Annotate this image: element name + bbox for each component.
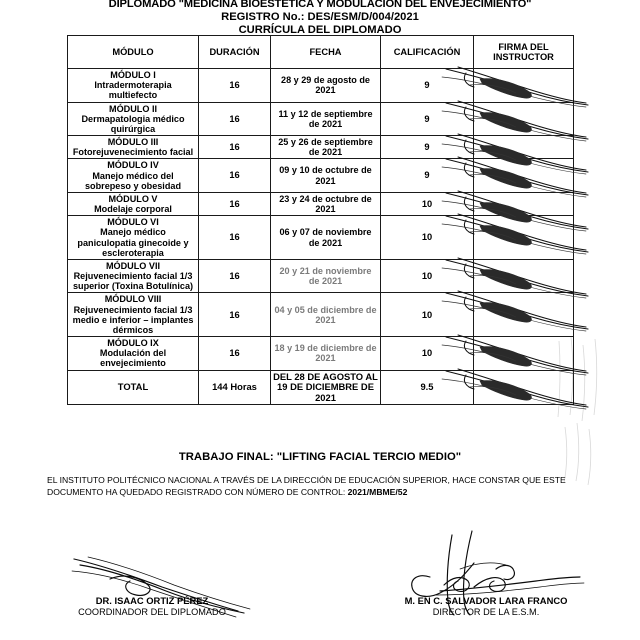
cell-firma bbox=[474, 192, 574, 215]
signature-role-coordinador: COORDINADOR DEL DIPLOMADO bbox=[78, 607, 226, 617]
cell-firma bbox=[474, 69, 574, 103]
modulo-description: Rejuvenecimiento facial 1/3 medio e inferior – implantes dérmicos bbox=[72, 304, 194, 335]
cell-modulo bbox=[68, 192, 199, 215]
modulo-title: MÓDULO V bbox=[108, 193, 158, 204]
signature-director bbox=[356, 595, 616, 617]
cell-fecha: 25 y 26 de septiembre de 2021 bbox=[271, 136, 381, 159]
curricula-table-container bbox=[67, 35, 573, 405]
cell-fecha: 04 y 05 de diciembre de 2021 bbox=[271, 293, 381, 337]
modulo-title: MÓDULO IX bbox=[107, 338, 159, 349]
cell-duracion: 16 bbox=[199, 337, 271, 371]
cell-modulo bbox=[68, 159, 199, 193]
cell-calificacion: 10 bbox=[381, 192, 474, 215]
modulo-description: Fotorejuvenecimiento facial bbox=[72, 147, 194, 158]
cell-calificacion: 10 bbox=[381, 259, 474, 293]
cell-total-calificacion: 9.5 bbox=[381, 370, 474, 405]
modulo-title: MÓDULO VI bbox=[107, 217, 159, 228]
cell-total-firma bbox=[474, 370, 574, 405]
cell-modulo bbox=[68, 337, 199, 371]
cell-firma bbox=[474, 293, 574, 337]
signature-name-director: M. EN C. SALVADOR LARA FRANCO bbox=[404, 595, 568, 606]
signature-coordinador bbox=[22, 595, 282, 617]
registration-paragraph bbox=[47, 475, 595, 498]
table-row bbox=[68, 102, 574, 136]
cell-fecha: 23 y 24 de octubre de 2021 bbox=[271, 192, 381, 215]
modulo-title: MÓDULO I bbox=[110, 70, 156, 80]
modulo-description: Dermapatologia médico quirúrgica bbox=[81, 113, 185, 134]
cell-duracion: 16 bbox=[199, 136, 271, 159]
modulo-description: Modelaje corporal bbox=[94, 204, 172, 215]
cell-firma bbox=[474, 259, 574, 293]
cell-firma bbox=[474, 216, 574, 260]
table-row bbox=[68, 69, 574, 103]
cell-fecha: 20 y 21 de noviembre de 2021 bbox=[271, 259, 381, 293]
cell-fecha: 28 y 29 de agosto de 2021 bbox=[271, 69, 381, 103]
signature-block bbox=[0, 539, 640, 639]
cell-calificacion: 9 bbox=[381, 159, 474, 193]
table-row bbox=[68, 259, 574, 293]
cell-duracion: 16 bbox=[199, 102, 271, 136]
cell-duracion: 16 bbox=[199, 259, 271, 293]
cell-total-label: TOTAL bbox=[68, 370, 199, 405]
modulo-title: MÓDULO VII bbox=[105, 260, 161, 271]
cell-modulo bbox=[68, 69, 199, 103]
cell-modulo bbox=[68, 293, 199, 337]
table-row bbox=[68, 192, 574, 215]
column-header-duracion: DURACIÓN bbox=[199, 36, 271, 69]
cell-duracion: 16 bbox=[199, 69, 271, 103]
cell-calificacion: 9 bbox=[381, 136, 474, 159]
modulo-title: MÓDULO III bbox=[107, 137, 159, 148]
cell-firma bbox=[474, 159, 574, 193]
table-total-row bbox=[68, 370, 574, 405]
registration-paragraph-text: EL INSTITUTO POLITÉCNICO NACIONAL A TRAVÉS DE LA DIRECCIÓN DE EDUCACIÓN SUPERIOR, HACE CONSTAR QUE ESTE DOCUMENTO HA QUEDADO REGISTRADO CON NÚMERO DE CONTROL: bbox=[47, 475, 566, 497]
cell-calificacion: 10 bbox=[381, 337, 474, 371]
cell-fecha: 09 y 10 de octubre de 2021 bbox=[271, 159, 381, 193]
cell-fecha: 18 y 19 de diciembre de 2021 bbox=[271, 337, 381, 371]
table-header-row bbox=[68, 36, 574, 69]
cell-total-fecha: DEL 28 DE AGOSTO AL 19 DE DICIEMBRE DE 2021 bbox=[271, 370, 381, 405]
table-row bbox=[68, 136, 574, 159]
table-row bbox=[68, 159, 574, 193]
column-header-firma: FIRMA DEL INSTRUCTOR bbox=[474, 36, 574, 69]
signature-name-coordinador: DR. ISAAC ORTIZ PÉREZ bbox=[95, 595, 209, 606]
table-body bbox=[68, 69, 574, 405]
modulo-description: Rejuvenecimiento facial 1/3 superior (Toxina Botulínica) bbox=[72, 271, 194, 292]
cell-duracion: 16 bbox=[199, 216, 271, 260]
cell-duracion: 16 bbox=[199, 293, 271, 337]
cell-duracion: 16 bbox=[199, 159, 271, 193]
document-header bbox=[0, 0, 640, 37]
modulo-description: Intradermoterapia multiefecto bbox=[94, 80, 172, 101]
column-header-modulo: MÓDULO bbox=[68, 36, 199, 69]
cell-modulo bbox=[68, 136, 199, 159]
curricula-table bbox=[67, 35, 574, 405]
modulo-description: Manejo médico del sobrepeso y obesidad bbox=[84, 170, 182, 191]
modulo-description: Manejo médico paniculopatia ginecoide y escleroterapia bbox=[77, 227, 189, 258]
control-number: 2021/MBME/52 bbox=[347, 486, 408, 497]
trabajo-final-line: TRABAJO FINAL: "LIFTING FACIAL TERCIO MEDIO" bbox=[178, 451, 462, 463]
modulo-title: MÓDULO II bbox=[109, 103, 157, 114]
table-row bbox=[68, 216, 574, 260]
cell-modulo bbox=[68, 259, 199, 293]
cell-total-duracion: 144 Horas bbox=[199, 370, 271, 405]
cell-firma bbox=[474, 136, 574, 159]
cell-calificacion: 10 bbox=[381, 216, 474, 260]
cell-firma bbox=[474, 102, 574, 136]
cell-calificacion: 10 bbox=[381, 293, 474, 337]
modulo-description: Modulación del envejecimiento bbox=[99, 348, 167, 369]
curricula-subtitle: CURRÍCULA DEL DIPLOMADO bbox=[238, 24, 402, 37]
cell-calificacion: 9 bbox=[381, 69, 474, 103]
table-row bbox=[68, 337, 574, 371]
cell-calificacion: 9 bbox=[381, 102, 474, 136]
modulo-title: MÓDULO VIII bbox=[104, 294, 162, 305]
diploma-title: DIPLOMADO "MEDICINA BIOESTETICA Y MODULACION DEL ENVEJECIMIENTO" bbox=[108, 0, 532, 10]
cell-duracion: 16 bbox=[199, 192, 271, 215]
cell-firma bbox=[474, 337, 574, 371]
cell-fecha: 06 y 07 de noviembre de 2021 bbox=[271, 216, 381, 260]
cell-modulo bbox=[68, 102, 199, 136]
table-row bbox=[68, 293, 574, 337]
column-header-calificacion: CALIFICACIÓN bbox=[381, 36, 474, 69]
registro-line: REGISTRO No.: DES/ESM/D/004/2021 bbox=[221, 11, 419, 24]
column-header-fecha: FECHA bbox=[271, 36, 381, 69]
signature-role-director: DIRECTOR DE LA E.S.M. bbox=[432, 607, 540, 617]
cell-fecha: 11 y 12 de septiembre de 2021 bbox=[271, 102, 381, 136]
modulo-title: MÓDULO IV bbox=[107, 160, 159, 171]
cell-modulo bbox=[68, 216, 199, 260]
